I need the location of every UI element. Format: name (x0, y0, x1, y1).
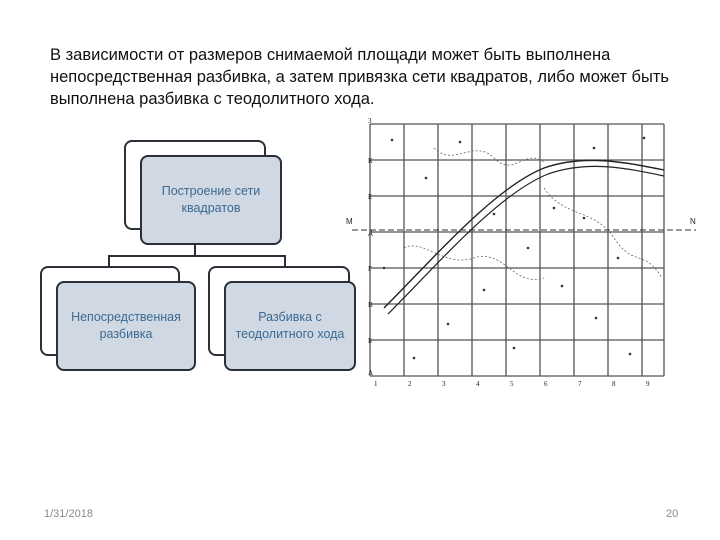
col-label: 2 (408, 380, 412, 388)
footer-date: 1/31/2018 (44, 508, 93, 520)
col-label: 9 (646, 380, 650, 388)
row-label: Г (368, 265, 373, 273)
row-label: Д (368, 229, 373, 237)
slide-body-text: В зависимости от размеров снимаемой площади может быть выполнена непосредственная разбивка, а затем привязка сети квадратов, либо может быть выполнена разбивка с теодолитного хода. (50, 46, 669, 108)
col-label: 1 (374, 380, 378, 388)
row-label: Е (368, 193, 373, 201)
survey-points (383, 137, 646, 360)
col-label: 8 (612, 380, 616, 388)
col-label: 5 (510, 380, 514, 388)
dashed-contour-3 (434, 148, 544, 165)
axis-right-label: N (690, 217, 696, 226)
row-label: К (368, 157, 373, 165)
right-node-label: Разбивка с теодолитного хода (235, 310, 345, 341)
col-label: 7 (578, 380, 582, 388)
row-label: Б (368, 337, 373, 345)
col-label: 4 (476, 380, 480, 388)
col-label: 6 (544, 380, 548, 388)
footer-page-number: 20 (666, 508, 679, 520)
right-node (224, 281, 356, 371)
dashed-contour-1 (404, 246, 544, 280)
col-label: 3 (442, 380, 446, 388)
route-line-outer (384, 160, 664, 308)
axis-left-label: М (346, 217, 353, 226)
root-node-label: Построение сети квадратов (161, 184, 261, 215)
root-node (140, 155, 282, 245)
survey-grid-map (344, 118, 706, 390)
row-label: А (368, 369, 374, 377)
dashed-contour-2 (544, 188, 662, 278)
row-label: В (368, 301, 373, 309)
route-line-inner (388, 166, 664, 314)
row-label: 3 (368, 118, 372, 125)
connector-horizontal (108, 255, 286, 257)
left-node (56, 281, 196, 371)
left-node-label: Непосредственная разбивка (71, 310, 181, 341)
